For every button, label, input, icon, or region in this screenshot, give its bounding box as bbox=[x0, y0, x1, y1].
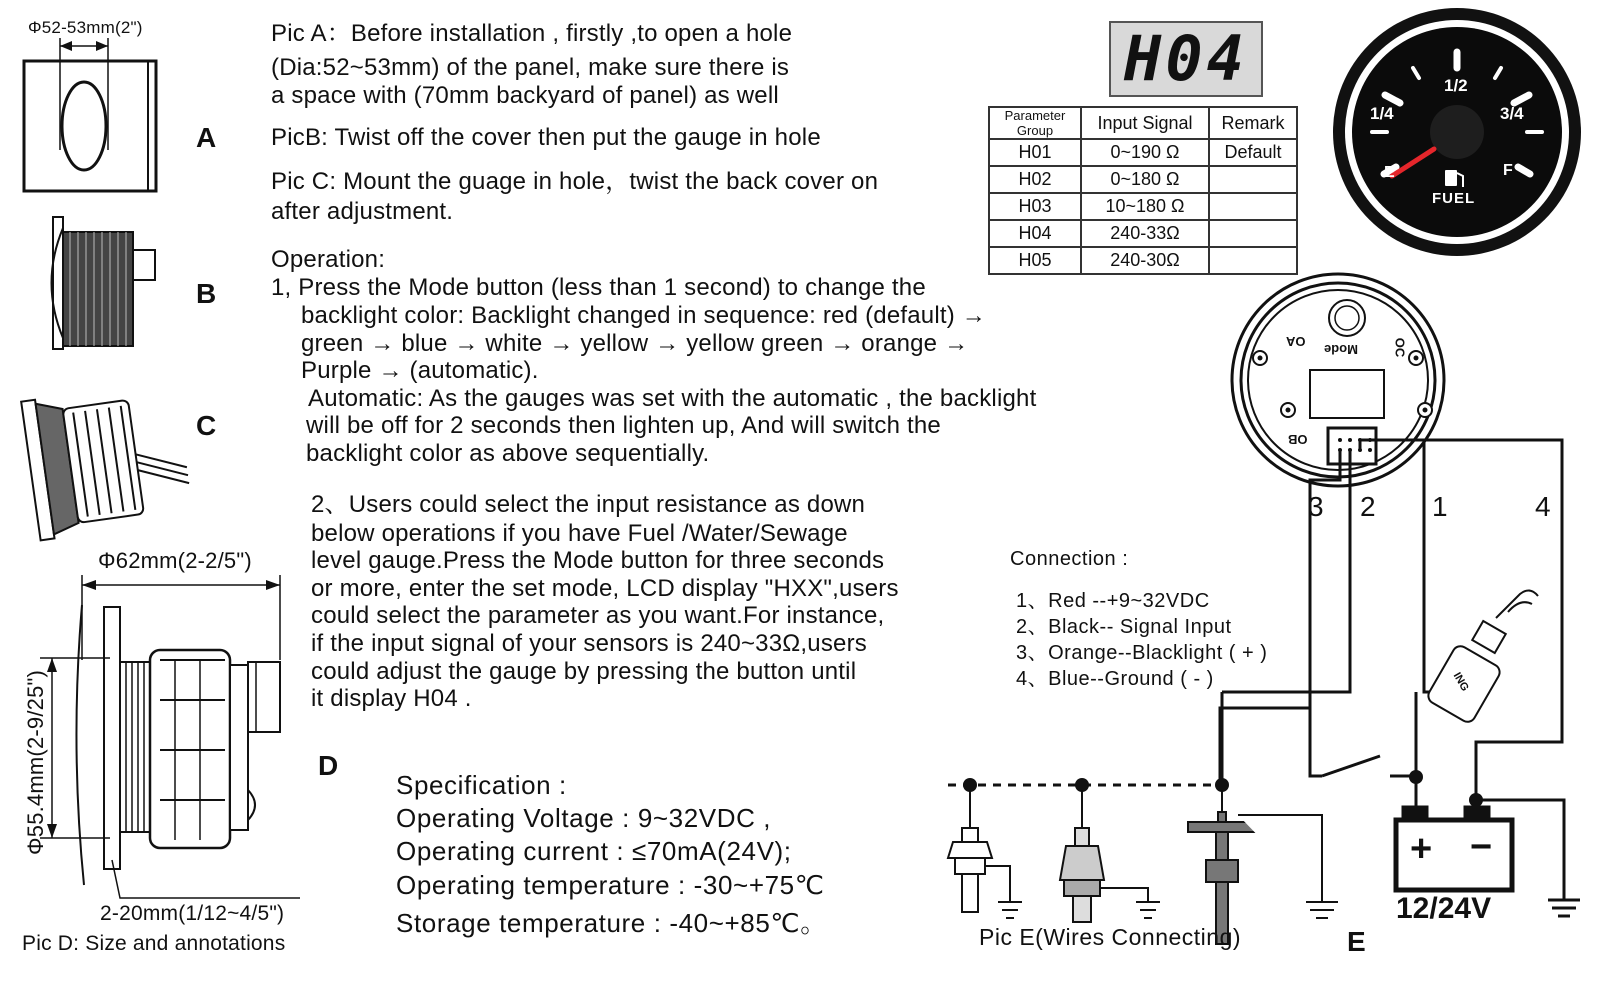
pic-a-panel-drawing bbox=[24, 38, 156, 191]
pic-c-gauge-cover-drawing bbox=[21, 380, 194, 540]
wiring bbox=[1220, 440, 1562, 805]
op1-line: 1, Press the Mode button (less than 1 second) to change the bbox=[271, 274, 926, 301]
gauge-full-label: F bbox=[1503, 162, 1513, 179]
table-cell bbox=[1209, 166, 1297, 193]
table-cell bbox=[1209, 247, 1297, 274]
label-a: A bbox=[196, 122, 217, 153]
spec-line: Operating Voltage : 9~32VDC , bbox=[396, 803, 772, 833]
instructions-pic-c-line: Pic C: Mount the guage in hole，twist the back cover on bbox=[271, 168, 879, 195]
battery-voltage: 12/24V bbox=[1396, 892, 1492, 925]
connection-title: Connection : bbox=[1010, 548, 1129, 570]
outer-diameter-label: Φ62mm(2-2/5") bbox=[98, 548, 252, 573]
table-row bbox=[989, 220, 1297, 247]
label-b: B bbox=[196, 278, 217, 309]
wire-number: 1 bbox=[1432, 491, 1448, 522]
instructions-pic-c-line: after adjustment. bbox=[271, 198, 454, 225]
table-cell: 240-30Ω bbox=[1081, 247, 1209, 274]
table-cell bbox=[1209, 220, 1297, 247]
hole-dimension-label: Φ52-53mm(2") bbox=[28, 18, 143, 37]
op1-line: backlight color: Backlight changed in sequence: red (default) → bbox=[301, 302, 986, 329]
rear-ob-label: OB bbox=[1288, 432, 1308, 447]
spec-line: Operating temperature : -30~+75℃ bbox=[396, 870, 825, 900]
op1-line: Automatic: As the gauges was set with the automatic , the backlight bbox=[308, 385, 1037, 412]
gauge-tick-quarter: 1/4 bbox=[1370, 104, 1394, 123]
table-header-row bbox=[989, 107, 1297, 139]
op2-line: 2、Users could select the input resistance as down bbox=[311, 491, 866, 518]
depth-label: 2-20mm(1/12~4/5") bbox=[100, 902, 285, 925]
battery-plus: + bbox=[1410, 828, 1433, 870]
label-c: C bbox=[196, 410, 217, 441]
pic-d-caption: Pic D: Size and annotations bbox=[22, 932, 286, 955]
table-cell: 10~180 Ω bbox=[1081, 193, 1209, 220]
table-cell: H01 bbox=[989, 139, 1081, 166]
fuel-sender-drawing bbox=[1188, 785, 1338, 944]
pic-a-line: (Dia:52~53mm) of the panel, make sure there is bbox=[271, 54, 790, 81]
gauge-tick-three-quarter: 3/4 bbox=[1500, 104, 1524, 123]
lcd-display-text: H04 bbox=[1124, 22, 1248, 95]
connection-item: 2、Black-- Signal Input bbox=[1016, 616, 1232, 638]
table-row bbox=[989, 193, 1297, 220]
table-cell: H05 bbox=[989, 247, 1081, 274]
parameter-table bbox=[988, 106, 1298, 275]
label-d: D bbox=[318, 750, 339, 781]
op2-line: level gauge.Press the Mode button for three seconds bbox=[311, 547, 885, 574]
op2-line: if the input signal of your sensors is 240~33Ω,users bbox=[311, 630, 867, 657]
table-header: Remark bbox=[1209, 107, 1297, 139]
table-row bbox=[989, 139, 1297, 166]
table-cell bbox=[1209, 193, 1297, 220]
connection-item: 3、Orange--Blacklight ( + ) bbox=[1016, 642, 1268, 664]
pic-a-line: a space with (70mm backyard of panel) as well bbox=[271, 82, 779, 109]
gauge-tick-half: 1/2 bbox=[1444, 76, 1468, 95]
op1-line: will be off for 2 seconds then lighten up, And will switch the bbox=[306, 412, 941, 439]
spec-line: Storage temperature : -40~+85℃。 bbox=[396, 908, 827, 938]
label-e: E bbox=[1347, 926, 1366, 957]
ignition-label: ING bbox=[1450, 670, 1471, 694]
battery-minus: − bbox=[1470, 826, 1493, 868]
table-cell: H02 bbox=[989, 166, 1081, 193]
gauge-front-drawing bbox=[1333, 8, 1581, 256]
temp-sensor-drawing bbox=[948, 785, 1022, 918]
op2-line: could adjust the gauge by pressing the button until bbox=[311, 658, 857, 685]
op2-line: it display H04 . bbox=[311, 685, 472, 712]
table-row bbox=[989, 247, 1297, 274]
wire-number: 3 bbox=[1308, 491, 1324, 522]
table-cell: Default bbox=[1209, 139, 1297, 166]
rear-oa-label: OA bbox=[1286, 334, 1306, 349]
table-row bbox=[989, 166, 1297, 193]
op2-line: below operations if you have Fuel /Water/Sewage bbox=[311, 520, 848, 547]
wire-number: 4 bbox=[1535, 491, 1551, 522]
table-cell: H04 bbox=[989, 220, 1081, 247]
op2-line: could select the parameter as you want.For instance, bbox=[311, 602, 885, 629]
pic-d-dimension-drawing bbox=[40, 575, 300, 898]
pic-e-caption: Pic E(Wires Connecting) bbox=[979, 924, 1242, 950]
operation-title: Operation: bbox=[271, 246, 386, 273]
ignition-key-drawing bbox=[1425, 590, 1538, 724]
table-cell: 0~190 Ω bbox=[1081, 139, 1209, 166]
table-header: Input Signal bbox=[1081, 107, 1209, 139]
op2-line: or more, enter the set mode, LCD display "HXX",users bbox=[311, 575, 899, 602]
gauge-name-label: FUEL bbox=[1432, 190, 1476, 207]
table-header: Parameter Group bbox=[989, 107, 1081, 139]
table-cell: 0~180 Ω bbox=[1081, 166, 1209, 193]
op1-line: green → blue → white → yellow → yellow green → orange → bbox=[301, 330, 969, 357]
instructions-pic-b: PicB: Twist off the cover then put the gauge in hole bbox=[271, 124, 821, 151]
pressure-sensor-drawing bbox=[1060, 785, 1160, 922]
connection-item: 4、Blue--Ground ( - ) bbox=[1016, 668, 1214, 690]
rear-mode-label: Mode bbox=[1324, 342, 1358, 357]
pic-a-line: Pic A：Before installation , firstly ,to open a hole bbox=[271, 20, 793, 47]
spec-title: Specification : bbox=[396, 770, 567, 800]
rear-oc-label: OC bbox=[1392, 337, 1408, 358]
body-diameter-label: Φ55.4mm(2-9/25") bbox=[23, 669, 48, 855]
table-cell: 240-33Ω bbox=[1081, 220, 1209, 247]
pic-b-gauge-side-drawing bbox=[52, 217, 156, 349]
gauge-empty-label: E bbox=[1384, 164, 1395, 181]
op1-line: backlight color as above sequentially. bbox=[306, 440, 710, 467]
connection-item: 1、Red --+9~32VDC bbox=[1016, 590, 1210, 612]
table-cell: H03 bbox=[989, 193, 1081, 220]
wire-number: 2 bbox=[1360, 491, 1376, 522]
gauge-rear-drawing bbox=[1232, 274, 1444, 486]
op1-line: Purple → (automatic). bbox=[301, 357, 539, 384]
spec-line: Operating current : ≤70mA(24V); bbox=[396, 836, 792, 866]
